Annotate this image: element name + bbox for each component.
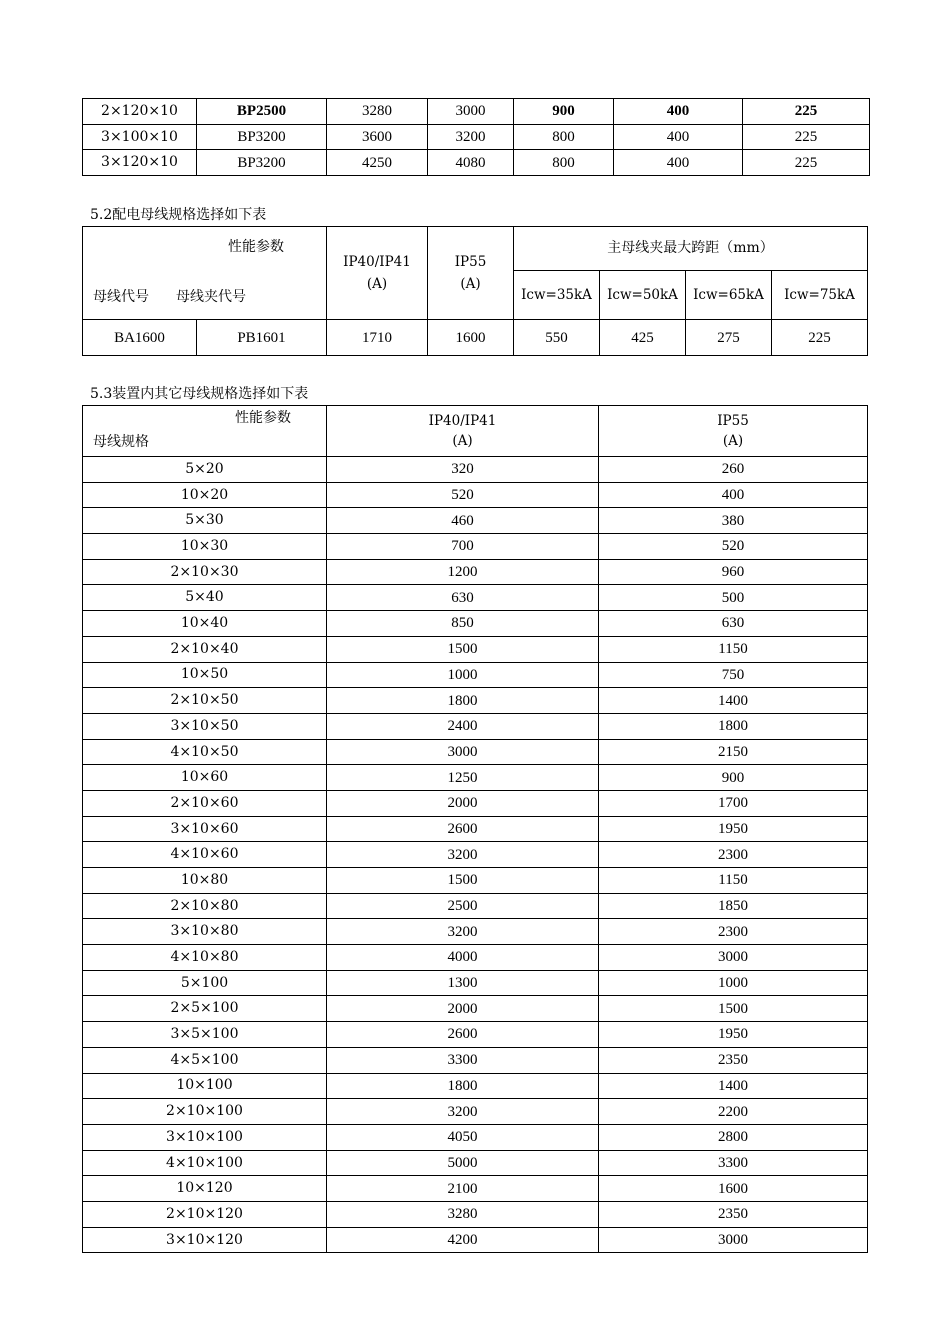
busbar-spec: 3×10×120 — [83, 1227, 327, 1253]
ip40-value: 3000 — [327, 739, 599, 765]
table3-body — [83, 457, 868, 1253]
ip40-value: 460 — [327, 508, 599, 534]
ip55-value: 520 — [599, 534, 868, 560]
ip40-value: 2100 — [327, 1176, 599, 1202]
table-row — [83, 559, 868, 585]
ip55-value: 380 — [599, 508, 868, 534]
span-50: 425 — [600, 320, 686, 356]
table-row — [83, 1150, 868, 1176]
span-75: 225 — [772, 320, 868, 356]
table-row — [83, 482, 868, 508]
ip55-value: 400 — [599, 482, 868, 508]
busbar-spec: 2×5×100 — [83, 996, 327, 1022]
table-row — [83, 868, 868, 894]
ip40-value: 4200 — [327, 1227, 599, 1253]
ip40-unit: (A) — [366, 276, 388, 292]
table-cell: 4080 — [428, 150, 514, 176]
ip40-value: 1500 — [327, 636, 599, 662]
ip55-value: 2350 — [599, 1047, 868, 1073]
table-row — [83, 611, 868, 637]
clamp-code: PB1601 — [197, 320, 327, 356]
table-cell: 3200 — [428, 124, 514, 150]
perf-params-label: 性能参数 — [228, 239, 284, 255]
busbar-spec: 5×20 — [83, 457, 327, 483]
ip55-value: 1150 — [599, 636, 868, 662]
ip40-value: 3300 — [327, 1047, 599, 1073]
ip55-header — [599, 406, 868, 457]
table-cell: 3280 — [327, 99, 428, 125]
busbar-spec: 2×10×30 — [83, 559, 327, 585]
table-cell: 400 — [614, 99, 743, 125]
table-cell: 3×120×10 — [83, 150, 197, 176]
ip55-label: IP55 — [717, 412, 749, 429]
table-cell: 4250 — [327, 150, 428, 176]
table-cell: BP3200 — [197, 124, 327, 150]
ip40-value: 520 — [327, 482, 599, 508]
table-cell: 225 — [743, 99, 870, 125]
ip55-value: 1600 — [599, 1176, 868, 1202]
busbar-code-label: 母线代号 — [93, 289, 149, 305]
ip40-value: 630 — [327, 585, 599, 611]
ip55-value: 1850 — [599, 893, 868, 919]
ip40-value: 2600 — [327, 1022, 599, 1048]
table-row — [83, 1124, 868, 1150]
table-row — [83, 585, 868, 611]
ip40-value: 4000 — [327, 945, 599, 971]
ip55-value: 1800 — [599, 713, 868, 739]
table-row — [83, 893, 868, 919]
ip40-value: 1800 — [327, 1073, 599, 1099]
other-busbar-table — [82, 405, 868, 1253]
ip40-value: 3280 — [327, 1201, 599, 1227]
table-row — [83, 919, 868, 945]
ip40-value: 2000 — [327, 996, 599, 1022]
busbar-spec: 3×10×100 — [83, 1124, 327, 1150]
ip55-value: 1400 — [599, 1073, 868, 1099]
ip55-value: 2200 — [599, 1099, 868, 1125]
table-row — [83, 1022, 868, 1048]
table-cell: 3600 — [327, 124, 428, 150]
icw-35: Icw=35kA — [514, 271, 600, 320]
ip40-value: 2400 — [327, 713, 599, 739]
ip40-header — [327, 227, 428, 320]
table-cell: 800 — [514, 124, 614, 150]
table-row — [83, 636, 868, 662]
table-row — [83, 508, 868, 534]
section-5-2-caption: 5.2配电母线规格选择如下表 — [90, 207, 267, 223]
ip55-value: 1400 — [599, 688, 868, 714]
ip40-value: 2600 — [327, 816, 599, 842]
busbar-spec: 10×120 — [83, 1176, 327, 1202]
ip40-value: 2500 — [327, 893, 599, 919]
ip40-label: IP40/IP41 — [343, 253, 411, 270]
ip55-value: 2350 — [599, 1201, 868, 1227]
ip55-value: 750 — [599, 662, 868, 688]
table-row — [83, 790, 868, 816]
table-row — [83, 99, 870, 125]
table-row — [83, 842, 868, 868]
busbar-spec: 2×10×50 — [83, 688, 327, 714]
busbar-spec: 4×10×60 — [83, 842, 327, 868]
busbar-spec: 2×10×40 — [83, 636, 327, 662]
table-cell: 900 — [514, 99, 614, 125]
table-cell: BP3200 — [197, 150, 327, 176]
ip55-value: 1600 — [428, 320, 514, 356]
table-row — [83, 945, 868, 971]
ip55-value: 1700 — [599, 790, 868, 816]
busbar-spec: 4×10×80 — [83, 945, 327, 971]
busbar-spec: 5×100 — [83, 970, 327, 996]
ip55-value: 260 — [599, 457, 868, 483]
table-row — [83, 320, 868, 356]
header-diagonal-cell — [83, 406, 327, 457]
table-cell: 400 — [614, 150, 743, 176]
icw-65: Icw=65kA — [686, 271, 772, 320]
ip55-value: 2300 — [599, 919, 868, 945]
spec-label: 母线规格 — [93, 434, 149, 450]
ip40-header — [327, 406, 599, 457]
table-row — [83, 1201, 868, 1227]
table-row — [83, 1227, 868, 1253]
ip40-value: 1250 — [327, 765, 599, 791]
table-row — [83, 816, 868, 842]
busbar-spec: 10×40 — [83, 611, 327, 637]
table-cell: BP2500 — [197, 99, 327, 125]
table-row — [83, 1047, 868, 1073]
ip40-value: 3200 — [327, 1099, 599, 1125]
ip40-value: 3200 — [327, 842, 599, 868]
distribution-busbar-table — [82, 226, 868, 356]
busbar-spec: 3×10×80 — [83, 919, 327, 945]
ip55-value: 2300 — [599, 842, 868, 868]
ip40-value: 3200 — [327, 919, 599, 945]
ip40-value: 1300 — [327, 970, 599, 996]
table-row — [83, 1099, 868, 1125]
ip55-value: 3000 — [599, 1227, 868, 1253]
ip40-value: 700 — [327, 534, 599, 560]
ip55-value: 500 — [599, 585, 868, 611]
busbar-spec: 3×10×60 — [83, 816, 327, 842]
busbar-spec: 3×10×50 — [83, 713, 327, 739]
span-header: 主母线夹最大跨距（mm） — [514, 227, 868, 271]
busbar-spec: 4×10×100 — [83, 1150, 327, 1176]
ip40-value: 1500 — [327, 868, 599, 894]
busbar-spec: 2×10×80 — [83, 893, 327, 919]
ip55-value: 630 — [599, 611, 868, 637]
table-cell: 3000 — [428, 99, 514, 125]
ip40-value: 1000 — [327, 662, 599, 688]
icw-75: Icw=75kA — [772, 271, 868, 320]
ip40-value: 320 — [327, 457, 599, 483]
busbar-code: BA1600 — [83, 320, 197, 356]
table-cell: 2×120×10 — [83, 99, 197, 125]
span-65: 275 — [686, 320, 772, 356]
ip55-value: 1950 — [599, 1022, 868, 1048]
busbar-spec: 2×10×60 — [83, 790, 327, 816]
ip55-label: IP55 — [454, 253, 487, 270]
busbar-spec: 2×10×120 — [83, 1201, 327, 1227]
ip55-value: 1500 — [599, 996, 868, 1022]
table-row — [83, 970, 868, 996]
clamp-code-label: 母线夹代号 — [176, 289, 246, 305]
table-row — [83, 124, 870, 150]
ip55-value: 1150 — [599, 868, 868, 894]
ip55-value: 960 — [599, 559, 868, 585]
icw-50: Icw=50kA — [600, 271, 686, 320]
table-row — [83, 150, 870, 176]
ip55-value: 900 — [599, 765, 868, 791]
table-row — [83, 457, 868, 483]
busbar-spec: 4×10×50 — [83, 739, 327, 765]
ip40-value: 1710 — [327, 320, 428, 356]
ip40-value: 1200 — [327, 559, 599, 585]
table-row — [83, 765, 868, 791]
busbar-spec: 10×20 — [83, 482, 327, 508]
table-row — [83, 996, 868, 1022]
ip55-unit: (A) — [722, 433, 744, 449]
ip55-value: 1950 — [599, 816, 868, 842]
ip55-value: 3300 — [599, 1150, 868, 1176]
busbar-spec: 5×40 — [83, 585, 327, 611]
table-row — [83, 739, 868, 765]
table-cell: 3×100×10 — [83, 124, 197, 150]
ip40-value: 2000 — [327, 790, 599, 816]
ip40-value: 5000 — [327, 1150, 599, 1176]
header-diagonal-cell — [83, 227, 327, 320]
ip55-value: 3000 — [599, 945, 868, 971]
busbar-spec: 10×50 — [83, 662, 327, 688]
perf-params-label: 性能参数 — [235, 410, 291, 426]
ip55-value: 2150 — [599, 739, 868, 765]
busbar-spec: 4×5×100 — [83, 1047, 327, 1073]
section-5-3-caption: 5.3装置内其它母线规格选择如下表 — [90, 386, 309, 402]
ip55-value: 1000 — [599, 970, 868, 996]
busbar-spec: 2×10×100 — [83, 1099, 327, 1125]
ip40-value: 1800 — [327, 688, 599, 714]
ip40-value: 4050 — [327, 1124, 599, 1150]
table-row — [83, 534, 868, 560]
busbar-spec: 10×100 — [83, 1073, 327, 1099]
busbar-spec: 10×80 — [83, 868, 327, 894]
ip40-unit: (A) — [452, 433, 473, 449]
table-cell: 225 — [743, 124, 870, 150]
table-cell: 400 — [614, 124, 743, 150]
table-cell: 225 — [743, 150, 870, 176]
span-35: 550 — [514, 320, 600, 356]
ip40-label: IP40/IP41 — [428, 412, 497, 429]
table-row — [83, 713, 868, 739]
ip40-value: 850 — [327, 611, 599, 637]
busbar-spec: 5×30 — [83, 508, 327, 534]
table-row — [83, 1073, 868, 1099]
busbar-spec: 3×5×100 — [83, 1022, 327, 1048]
table-row — [83, 688, 868, 714]
busbar-spec: 10×30 — [83, 534, 327, 560]
busbar-table-continued — [82, 98, 870, 176]
table-row — [83, 662, 868, 688]
busbar-spec: 10×60 — [83, 765, 327, 791]
table-row — [83, 1176, 868, 1202]
ip55-header — [428, 227, 514, 320]
table1-body — [83, 99, 870, 176]
ip55-unit: (A) — [460, 276, 481, 292]
table-cell: 800 — [514, 150, 614, 176]
ip55-value: 2800 — [599, 1124, 868, 1150]
